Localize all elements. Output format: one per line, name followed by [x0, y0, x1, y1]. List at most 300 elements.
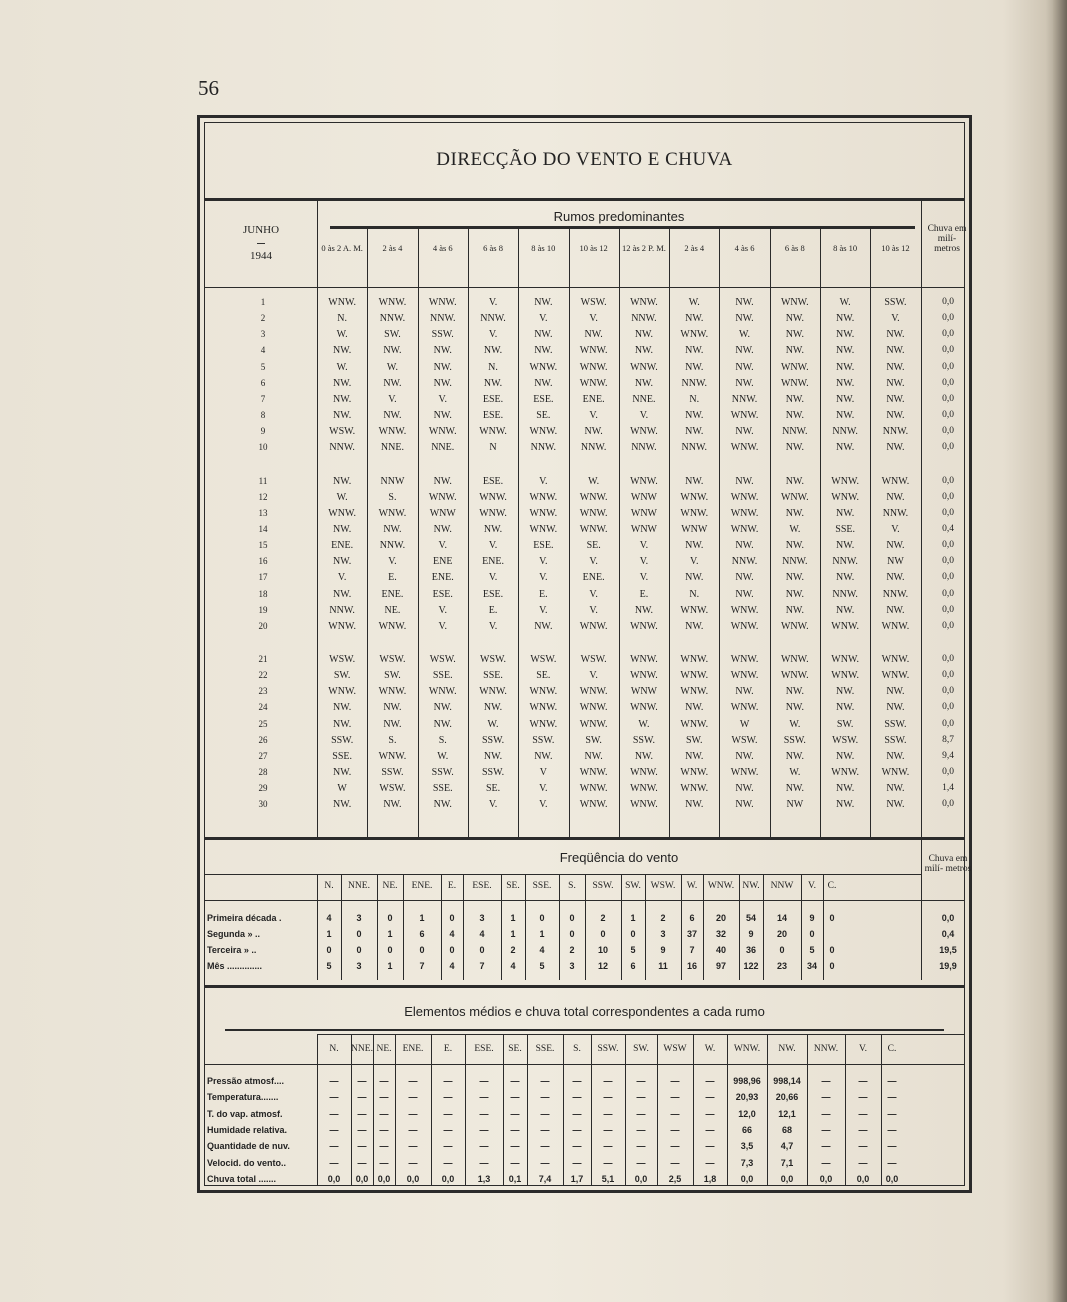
elem-col-6: SE.: [508, 1044, 522, 1054]
elem-cell: —: [408, 1092, 418, 1103]
wind-cell: NW.: [886, 345, 905, 357]
elem-col-0: N.: [329, 1044, 339, 1054]
elem-cell: —: [670, 1108, 680, 1119]
freq-col-4: E.: [447, 881, 457, 891]
freq-cell: 5: [539, 961, 545, 971]
wind-cell: WNW.: [730, 442, 759, 454]
wind-cell: V.: [589, 670, 598, 682]
rain-cell: 0,0: [942, 393, 954, 404]
freq-row-label: Terceira » ..: [207, 945, 257, 955]
table-row: [205, 670, 964, 686]
table-row: [205, 378, 964, 394]
wind-cell: WNW.: [479, 491, 507, 503]
freq-cell: 3: [479, 913, 485, 923]
wind-cell: NW.: [785, 588, 804, 600]
wind-cell: NW.: [785, 475, 804, 487]
freq-cell: 10: [597, 945, 608, 955]
wind-cell: WNW.: [529, 686, 558, 698]
wind-cell: NNW.: [882, 507, 909, 519]
wind-cell: NW.: [534, 750, 553, 762]
table-row: [205, 654, 964, 670]
wind-cell: E.: [488, 604, 498, 616]
wind-cell: NNW.: [430, 313, 456, 325]
wind-cell: ESE.: [533, 393, 554, 405]
wind-cell: WNW.: [579, 718, 608, 730]
wind-cell: WNW.: [630, 654, 658, 665]
wind-cell: NNW.: [782, 426, 808, 438]
wind-cell: WNW.: [579, 507, 608, 519]
freq-cell: 7: [479, 961, 485, 971]
rain-cell: 0,0: [942, 377, 954, 388]
book-spine-shadow: [1053, 0, 1067, 1302]
elem-cell: —: [572, 1076, 582, 1086]
rain-cell: 0,0: [942, 799, 954, 810]
freq-cell: 14: [776, 913, 787, 923]
rain-cell: 0,0: [942, 654, 954, 664]
elem-cell: —: [603, 1092, 613, 1103]
elem-cell: —: [479, 1076, 489, 1086]
elem-col-3: ENE.: [402, 1044, 424, 1054]
wind-cell: V.: [388, 393, 397, 405]
elem-cell: —: [572, 1141, 582, 1152]
month-label: JUNHO: [242, 224, 280, 236]
freq-cell: 36: [745, 945, 756, 955]
wind-cell: NW.: [584, 750, 603, 762]
wind-cell: SE.: [485, 783, 501, 795]
table-row: [205, 589, 964, 605]
freq-col-9: SSW.: [592, 881, 614, 891]
wind-cell: SSW.: [431, 329, 454, 341]
elem-cell: —: [443, 1108, 453, 1119]
elem-cell: —: [379, 1076, 389, 1086]
wind-cell: WNW.: [378, 297, 407, 308]
elem-row-label: T. do vap. atmosf.: [207, 1108, 283, 1119]
elem-cell: 2,5: [668, 1173, 682, 1184]
wind-cell: V.: [589, 410, 598, 422]
wind-cell: NW.: [836, 702, 855, 714]
elem-col-1: NNE.: [351, 1044, 373, 1054]
interval-header-8: 4 às 6: [734, 243, 755, 253]
freq-cell: 2: [660, 913, 666, 923]
wind-cell: NW.: [785, 329, 804, 341]
wind-cell: NW.: [886, 686, 905, 698]
wind-cell: NW.: [785, 702, 804, 714]
wind-cell: WNW.: [529, 702, 558, 714]
elem-cell: 7,4: [538, 1173, 552, 1184]
freq-cell: 0: [600, 929, 606, 939]
wind-cell: NW.: [333, 475, 352, 487]
elem-cell: —: [572, 1124, 582, 1135]
wind-cell: WNW.: [680, 767, 709, 779]
elem-cell: 66: [741, 1124, 752, 1135]
wind-cell: V.: [639, 540, 649, 552]
freq-col-14: NW.: [742, 881, 760, 891]
elem-cell: —: [821, 1141, 831, 1152]
freq-cell: 9: [660, 945, 666, 955]
wind-cell: NW.: [333, 718, 352, 730]
wind-cell: NW.: [685, 572, 704, 584]
rain-cell: 0,0: [942, 767, 954, 778]
freq-cell: 37: [686, 929, 697, 939]
wind-cell: NW.: [634, 377, 654, 389]
elem-cell: —: [329, 1108, 339, 1119]
page-number: 56: [198, 76, 219, 100]
wind-cell: WNW.: [680, 329, 709, 341]
wind-cell: NW.: [534, 377, 553, 389]
wind-cell: NW.: [836, 442, 855, 454]
freq-cell: 1: [510, 913, 516, 923]
interval-header-0: 0 às 2 A. M.: [321, 243, 363, 253]
wind-cell: WNW.: [780, 670, 809, 682]
wind-cell: WNW.: [579, 523, 608, 535]
wind-cell: WNW.: [529, 361, 558, 373]
wind-cell: WNW.: [831, 620, 859, 632]
wind-cell: WNW: [630, 491, 657, 503]
wind-cell: NW.: [433, 377, 452, 389]
wind-cell: NW.: [836, 799, 855, 811]
freq-title: Freqüência do vento: [559, 850, 679, 865]
rain-cell: 0,0: [942, 442, 954, 453]
elem-cell: —: [329, 1157, 339, 1168]
wind-cell: NNE.: [632, 393, 656, 405]
day-number: 2: [260, 313, 266, 324]
wind-cell: NNW.: [832, 556, 858, 568]
wind-cell: NNW.: [782, 556, 808, 568]
wind-cell: SW.: [685, 734, 703, 746]
wind-cell: NW.: [383, 345, 402, 357]
wind-cell: WNW.: [579, 686, 608, 698]
freq-cell: 9: [748, 929, 754, 939]
elem-cell: —: [540, 1124, 550, 1135]
elem-cell: 0,0: [355, 1173, 369, 1184]
wind-cell: W.: [588, 475, 600, 487]
freq-rain-cell: 19,5: [939, 945, 957, 955]
wind-cell: S.: [388, 734, 397, 746]
wind-cell: NW: [786, 799, 804, 811]
freq-cell: 5: [630, 945, 636, 955]
elem-cell: 0,0: [634, 1173, 648, 1184]
freq-cell: 4: [510, 961, 516, 971]
elem-cell: 0,0: [327, 1173, 341, 1184]
freq-cell: 5: [326, 961, 332, 971]
rain-cell: 0,0: [942, 718, 954, 729]
table-row: [205, 362, 964, 378]
elem-col-12: W.: [704, 1044, 716, 1054]
wind-cell: SSW.: [884, 718, 907, 730]
wind-cell: NNW.: [832, 588, 858, 600]
table-row: [205, 329, 964, 345]
wind-cell: NW.: [685, 361, 704, 373]
elem-cell: —: [357, 1108, 367, 1119]
wind-cell: W: [337, 783, 347, 795]
wind-cell: WNW.: [328, 620, 356, 632]
wind-cell: W.: [789, 767, 801, 779]
day-number: 15: [258, 540, 268, 551]
freq-row-label: Segunda » ..: [207, 929, 261, 939]
day-number: 26: [258, 734, 268, 745]
table-row: [205, 605, 964, 621]
wind-cell: SSE.: [332, 750, 353, 762]
wind-cell: NW.: [735, 572, 754, 584]
wind-cell: NW.: [886, 572, 905, 584]
elem-cell: —: [858, 1108, 868, 1119]
elem-cell: —: [510, 1124, 520, 1135]
freq-cell: 1: [387, 961, 393, 971]
wind-cell: NW.: [886, 750, 905, 762]
wind-cell: WNW.: [730, 620, 759, 632]
wind-cell: WNW.: [328, 297, 356, 308]
wind-cell: N: [489, 442, 497, 454]
wind-cell: NW.: [836, 345, 855, 357]
wind-cell: V.: [488, 540, 498, 552]
interval-header-9: 6 às 8: [784, 243, 805, 253]
wind-cell: SSW.: [481, 734, 505, 746]
day-number: 18: [258, 588, 268, 599]
wind-cell: WSW.: [480, 654, 507, 665]
freq-cell: 0: [479, 945, 485, 955]
day-number: 21: [258, 654, 268, 664]
wind-cell: WNW.: [730, 702, 759, 714]
elem-cell: 0,0: [740, 1173, 754, 1184]
wind-cell: W.: [688, 297, 700, 308]
rain-header: Chuva em milí- metros: [927, 224, 967, 254]
elem-col-4: E.: [443, 1044, 453, 1054]
elem-cell: —: [479, 1108, 489, 1119]
wind-cell: E.: [539, 588, 548, 600]
table-frame: [197, 115, 972, 1193]
wind-cell: NW.: [685, 702, 704, 714]
wind-cell: NW.: [735, 377, 754, 389]
wind-cell: V.: [639, 572, 649, 584]
wind-cell: NW.: [886, 329, 905, 341]
wind-cell: V.: [891, 313, 900, 325]
freq-cell: 3: [569, 961, 575, 971]
day-number: 28: [258, 767, 268, 778]
elem-cell: —: [443, 1141, 453, 1152]
table-row: [205, 410, 964, 426]
table-row: [205, 702, 964, 718]
freq-cell: 1: [326, 929, 332, 939]
freq-cell: 23: [776, 961, 787, 971]
interval-bottom-rule: [205, 287, 964, 288]
wind-cell: V.: [639, 556, 649, 568]
elem-cell: 4,7: [780, 1141, 794, 1152]
rain-cell: 0,0: [942, 345, 954, 356]
wind-cell: NW.: [785, 410, 804, 422]
elem-cell: 68: [781, 1124, 792, 1135]
wind-cell: WSW.: [379, 783, 406, 795]
elem-cell: —: [636, 1141, 646, 1152]
wind-cell: WNW.: [780, 654, 809, 665]
wind-cell: NW.: [333, 523, 352, 535]
wind-cell: NW.: [433, 345, 452, 357]
wind-cell: NW.: [836, 507, 855, 519]
freq-cell: 7: [419, 961, 425, 971]
wind-cell: NW.: [735, 361, 754, 373]
interval-header-6: 12 às 2 P. M.: [621, 243, 666, 253]
wind-cell: NW.: [333, 799, 352, 811]
freq-cell: 32: [715, 929, 726, 939]
freq-cell: 0: [809, 929, 815, 939]
freq-cell: 4: [449, 961, 455, 971]
freq-col-13: WNW.: [707, 881, 735, 891]
elem-col-2: NE.: [376, 1044, 392, 1054]
wind-cell: NW.: [534, 620, 553, 632]
freq-col-1: NNE.: [348, 881, 370, 891]
freq-col-8: S.: [568, 881, 576, 891]
wind-cell: NW.: [735, 540, 754, 552]
wind-cell: NW.: [785, 442, 804, 454]
wind-cell: W.: [386, 361, 398, 373]
wind-cell: NW.: [634, 329, 654, 341]
elem-cell: —: [636, 1157, 646, 1168]
wind-cell: SSW.: [884, 297, 907, 308]
elem-cell: —: [858, 1141, 868, 1152]
elem-cell: —: [329, 1076, 339, 1086]
elem-cell: 1,7: [570, 1173, 584, 1184]
wind-cell: NW.: [735, 783, 754, 795]
wind-cell: WNW.: [579, 620, 608, 632]
freq-cell: 20: [776, 929, 787, 939]
wind-cell: WNW.: [630, 702, 658, 714]
interval-header-10: 8 às 10: [833, 243, 858, 253]
wind-cell: E.: [388, 572, 397, 584]
freq-cell: 1: [510, 929, 516, 939]
wind-cell: SSE.: [432, 783, 453, 795]
freq-cell: 0: [829, 945, 835, 955]
elem-cell: 998,14: [773, 1076, 801, 1086]
elem-cell: —: [887, 1108, 897, 1119]
elem-col-7: SSE.: [535, 1044, 555, 1054]
elem-cell: —: [379, 1124, 389, 1135]
wind-cell: NW.: [383, 718, 402, 730]
freq-vline: [921, 840, 922, 980]
wind-cell: SSE.: [432, 670, 453, 682]
wind-cell: NW.: [886, 393, 905, 405]
elem-cell: —: [357, 1076, 367, 1086]
wind-cell: WNW.: [680, 604, 709, 616]
elem-cell: —: [636, 1076, 646, 1086]
elem-cell: —: [858, 1092, 868, 1103]
elem-cell: —: [821, 1124, 831, 1135]
freq-col-2: NE.: [382, 881, 398, 891]
interval-header-2: 4 às 6: [432, 243, 453, 253]
elem-cell: 0,0: [819, 1173, 833, 1184]
freq-cell: 0: [829, 913, 835, 923]
wind-cell: WNW.: [479, 686, 507, 698]
elem-row-label: Chuva total .......: [207, 1173, 277, 1184]
wind-cell: WNW.: [529, 718, 558, 730]
freq-cell: 0: [779, 945, 785, 955]
day-number: 20: [258, 620, 268, 631]
freq-cell: 0: [419, 945, 425, 955]
wind-cell: NW.: [785, 507, 804, 519]
day-number: 4: [260, 345, 266, 356]
day-number: 24: [258, 702, 268, 713]
wind-cell: WNW.: [730, 410, 759, 422]
table-row: [205, 556, 964, 572]
table-row: [205, 345, 964, 361]
wind-cell: NW.: [836, 783, 855, 795]
wind-cell: WNW.: [630, 783, 658, 795]
elem-cell: 0,0: [441, 1173, 455, 1184]
day-number: 25: [258, 718, 268, 729]
wind-cell: WSW.: [580, 654, 607, 665]
freq-cell: 0: [569, 913, 575, 923]
wind-cell: V.: [438, 620, 447, 632]
elem-cell: —: [357, 1157, 367, 1168]
freq-cell: 54: [745, 913, 756, 923]
wind-cell: NW.: [685, 475, 704, 487]
wind-cell: N.: [337, 313, 348, 325]
wind-cell: WNW.: [680, 670, 709, 682]
wind-cell: V.: [488, 620, 498, 632]
freq-cell: 3: [660, 929, 666, 939]
wind-cell: NW.: [433, 799, 452, 811]
wind-cell: WSW.: [530, 654, 557, 665]
rain-cell: 0,0: [942, 313, 954, 324]
wind-cell: WNW.: [479, 507, 507, 519]
rain-cell: 0,0: [942, 588, 954, 599]
elem-cell: —: [357, 1092, 367, 1103]
table-inner-border: [204, 122, 972, 1186]
wind-cell: SW.: [585, 734, 602, 746]
table-row: [205, 621, 964, 637]
wind-cell: NW.: [735, 475, 754, 487]
wind-cell: V.: [539, 783, 548, 795]
day-number: 10: [258, 442, 268, 453]
day-number: 9: [260, 426, 266, 437]
elem-cell: —: [705, 1157, 715, 1168]
wind-cell: WNW.: [881, 475, 910, 487]
rain-cell: 0,0: [942, 620, 954, 631]
wind-cell: SW.: [333, 670, 351, 682]
wind-cell: NW.: [886, 377, 905, 389]
wind-cell: W.: [638, 718, 650, 730]
wind-cell: WNW.: [529, 426, 558, 438]
wind-cell: WNW.: [780, 297, 809, 308]
wind-cell: NW.: [433, 475, 452, 487]
wind-cell: NNE.: [380, 442, 404, 454]
wind-cell: WNW.: [831, 767, 859, 779]
wind-cell: V.: [388, 556, 397, 568]
freq-col-17: C.: [827, 881, 837, 891]
table-row: [205, 767, 964, 783]
wind-cell: NNW.: [379, 540, 406, 552]
elem-col-17: C.: [887, 1044, 897, 1054]
elem-cell: —: [408, 1141, 418, 1152]
freq-col-12: W.: [686, 881, 698, 891]
wind-cell: NW.: [785, 686, 804, 698]
freq-cell: 1: [539, 929, 545, 939]
freq-cell: 9: [809, 913, 815, 923]
wind-cell: WNW.: [428, 297, 457, 308]
wind-cell: S.: [388, 491, 397, 503]
elem-cell: —: [821, 1092, 831, 1103]
freq-rain-cell: 0,0: [941, 913, 955, 923]
freq-row-label: Mês ..............: [207, 961, 263, 971]
freq-cell: 16: [686, 961, 697, 971]
freq-cell: 12: [597, 961, 608, 971]
freq-cell: 0: [630, 929, 636, 939]
wind-cell: WNW.: [881, 654, 910, 665]
elem-cell: —: [408, 1124, 418, 1135]
wind-cell: NW.: [735, 686, 754, 698]
elem-cell: —: [858, 1076, 868, 1086]
elem-cell: —: [603, 1141, 613, 1152]
wind-cell: SSW.: [381, 767, 404, 779]
freq-cell: 6: [630, 961, 636, 971]
